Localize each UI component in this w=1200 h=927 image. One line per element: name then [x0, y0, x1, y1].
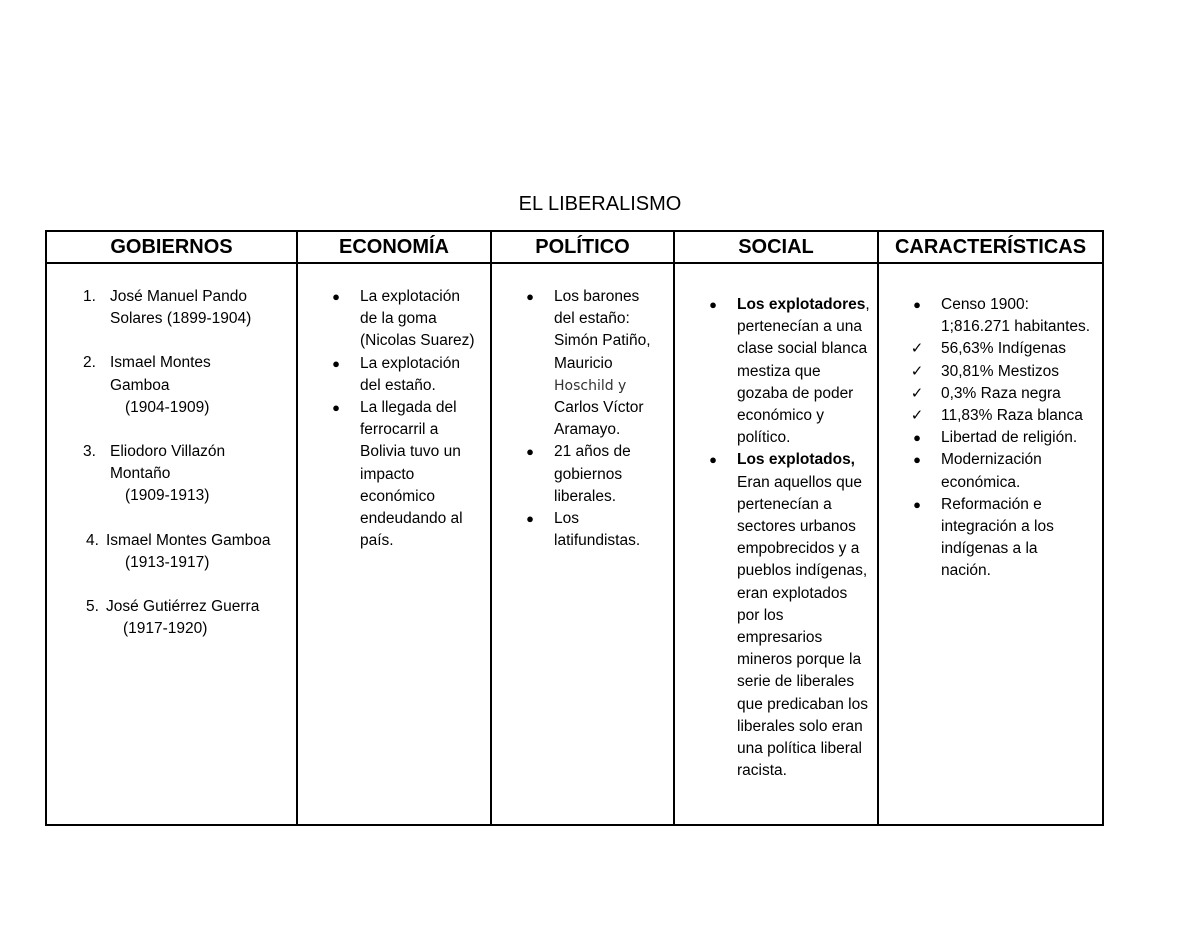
list-item: ● Los barones del estaño: Simón Patiño, Mauricio Hoschild y Carlos Víctor Aramayo.	[492, 286, 662, 441]
header-caracteristicas: CARACTERÍSTICAS	[878, 231, 1103, 263]
caracteristicas-list	[879, 294, 1102, 583]
economia-cell	[297, 263, 491, 825]
list-item: ● Reformación e integración a los indígenas a la nación.	[879, 494, 1091, 583]
checkmark-icon: ✓	[910, 407, 924, 425]
checkmark-icon: ✓	[910, 340, 924, 358]
list-item: 4. Ismael Montes Gamboa (1913-1917)	[86, 531, 271, 571]
bullet-icon: ●	[913, 297, 921, 312]
bullet-icon: ●	[526, 444, 534, 460]
list-item: ● Los latifundistas.	[492, 508, 662, 552]
bullet-icon: ●	[913, 452, 921, 468]
list-item: ● Los explotados, Eran aquellos que pertenecían a sectores urbanos empobrecidos y a pueblos indígenas, eran explotados por los empresarios mineros porque la serie de liberales que predicaban los liberales solo eran una política liberal racista.	[675, 449, 872, 782]
list-item: ● Los explotadores, pertenecían a una clase social blanca mestiza que gozaba de poder económico y político.	[675, 294, 872, 449]
bullet-icon: ●	[913, 496, 921, 512]
list-item: ✓ 11,83% Raza blanca	[879, 405, 1091, 427]
list-item: ● Censo 1900: 1;816.271 habitantes.	[879, 294, 1091, 338]
checkmark-icon: ✓	[910, 384, 924, 402]
list-item: 5. José Gutiérrez Guerra (1917-1920)	[86, 598, 260, 638]
bullet-icon: ●	[526, 289, 534, 304]
social-cell	[674, 263, 878, 825]
header-gobiernos: GOBIERNOS	[46, 231, 297, 263]
caracteristicas-cell	[878, 263, 1103, 825]
list-item: ✓ 56,63% Indígenas	[879, 338, 1091, 360]
list-item: ● 21 años de gobiernos liberales.	[492, 441, 662, 508]
list-item: ● La llegada del ferrocarril a Bolivia tuvo un impacto económico endeudando al país.	[298, 397, 478, 552]
social-list	[675, 294, 877, 782]
economia-list	[298, 286, 490, 552]
list-item: ✓ 0,3% Raza negra	[879, 383, 1091, 405]
politico-list	[492, 286, 673, 552]
liberalismo-table	[45, 230, 1104, 826]
bullet-icon: ●	[913, 430, 921, 446]
bullet-icon: ●	[709, 297, 717, 312]
list-item: ● La explotación del estaño.	[298, 353, 478, 397]
header-social: SOCIAL	[674, 231, 878, 263]
gobiernos-list	[47, 286, 296, 640]
document-title: EL LIBERALISMO	[518, 193, 682, 215]
checkmark-icon: ✓	[910, 362, 924, 380]
list-item: 3. Eliodoro Villazón Montaño (1909-1913)	[83, 443, 226, 505]
politico-cell	[491, 263, 674, 825]
header-economia: ECONOMÍA	[297, 231, 491, 263]
bullet-icon: ●	[709, 452, 717, 468]
gobiernos-cell	[46, 263, 297, 825]
bullet-icon: ●	[526, 511, 534, 527]
list-item: ✓ 30,81% Mestizos	[879, 361, 1091, 383]
bullet-icon: ●	[332, 400, 340, 416]
list-item: 2. Ismael Montes Gamboa (1904-1909)	[83, 354, 211, 416]
header-row	[46, 231, 1103, 263]
bullet-icon: ●	[332, 289, 340, 304]
list-item: 1. José Manuel Pando Solares (1899-1904)	[83, 288, 252, 328]
content-row	[46, 263, 1103, 825]
header-politico: POLÍTICO	[491, 231, 674, 263]
bullet-icon: ●	[332, 355, 340, 371]
list-item: ● Libertad de religión.	[879, 427, 1091, 449]
list-item: ● Modernización económica.	[879, 449, 1091, 493]
list-item: ● La explotación de la goma (Nicolas Suarez)	[298, 286, 478, 353]
